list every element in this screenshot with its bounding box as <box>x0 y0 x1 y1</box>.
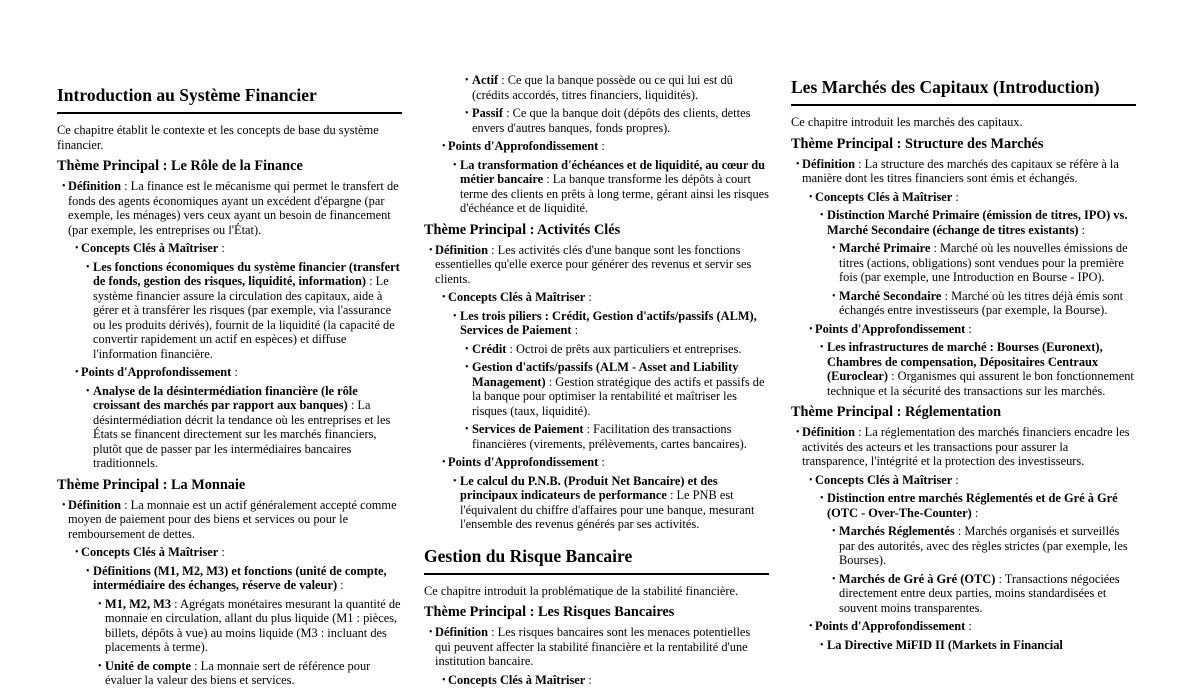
bullet-icon: • <box>832 290 836 305</box>
item-term: Distinction entre marchés Réglementés et de Gré à Gré (OTC - Over-The-Counter) <box>827 491 1118 520</box>
item-term: Définition <box>802 425 855 439</box>
item-text: : <box>218 241 225 255</box>
outline-item <box>791 572 1136 616</box>
bullet-icon: • <box>820 492 824 507</box>
outline-item <box>57 545 402 560</box>
outline-item <box>57 260 402 362</box>
bullet-icon: • <box>75 366 79 381</box>
bullet-icon: • <box>832 573 836 588</box>
outline-item <box>424 290 769 305</box>
item-term: Gestion d'actifs/passifs (ALM - Asset and Liability Management) <box>472 360 738 389</box>
bullet-icon: • <box>796 158 800 173</box>
bullet-icon: • <box>796 426 800 441</box>
item-term: Crédit <box>472 342 506 356</box>
item-text: : La monnaie sert de référence pour évaluer la valeur des biens et services. <box>105 659 370 688</box>
item-text: : Le PNB est l'équivalent du chiffre d'affaires pour une banque, mesurant l'ensemble des revenus générés par ses activités. <box>460 488 754 531</box>
item-text: : <box>231 365 238 379</box>
item-term: Définition <box>435 243 488 257</box>
item-term: Concepts Clés à Maîtriser <box>81 241 218 255</box>
item-term: Définition <box>435 625 488 639</box>
bullet-icon: • <box>62 499 66 514</box>
chapter-intro: Ce chapitre établit le contexte et les concepts de base du système financier. <box>57 123 402 152</box>
item-term: Points d'Approfondissement <box>448 455 598 469</box>
item-text: : Marchés organisés et surveillés par des autorités, avec des règles strictes (par exemple, les Bourses). <box>839 524 1128 567</box>
item-term: Marché Primaire <box>839 241 930 255</box>
outline-item <box>791 190 1136 205</box>
bullet-icon: • <box>820 209 824 224</box>
item-text: : La désintermédiation décrit la tendance où les entreprises et les États se financent directement sur les marchés financiers, plutôt que de passer par les intermédiaires bancaires traditionnels. <box>93 398 390 470</box>
bullet-icon: • <box>429 244 433 259</box>
bullet-icon: • <box>809 191 813 206</box>
outline-item <box>424 673 769 688</box>
bullet-icon: • <box>820 341 824 356</box>
outline-item <box>791 241 1136 285</box>
bullet-icon: • <box>465 423 469 438</box>
item-term: Définitions (M1, M2, M3) et fonctions (unité de compte, intermédiaire des échanges, réserve de valeur) <box>93 564 387 593</box>
item-term: Points d'Approfondissement <box>448 139 598 153</box>
outline-item <box>424 360 769 418</box>
bullet-icon: • <box>453 310 457 325</box>
item-term: Passif <box>472 106 503 120</box>
chapter-title: Introduction au Système Financier <box>57 85 402 114</box>
outline-item <box>424 139 769 154</box>
item-term: Points d'Approfondissement <box>815 619 965 633</box>
item-term: Concepts Clés à Maîtriser <box>815 473 952 487</box>
bullet-icon: • <box>820 639 824 654</box>
item-text: : La structure des marchés des capitaux se réfère à la manière dont les titres financiers sont émis et échangés. <box>802 157 1119 186</box>
item-text: : Ce que la banque possède ou ce qui lui est dû (crédits accordés, titres financiers, liquidités). <box>472 73 733 102</box>
item-text: : Les activités clés d'une banque sont les fonctions essentielles qu'elle exerce pour générer des revenus et servir ses clients. <box>435 243 751 286</box>
item-text: : Transactions négociées directement entre deux parties, moins standardisées et souvent moins transparentes. <box>839 572 1120 615</box>
bullet-icon: • <box>832 525 836 540</box>
item-term: Marchés Réglementés <box>839 524 955 538</box>
bullet-icon: • <box>809 474 813 489</box>
bullet-icon: • <box>86 565 90 580</box>
outline-item <box>791 322 1136 337</box>
outline-item <box>424 158 769 216</box>
outline-item <box>57 384 402 471</box>
outline-item <box>424 625 769 669</box>
item-text: : Marché où les nouvelles émissions de titres (actions, obligations) sont vendues pour la première fois (par exemple, une Introduction en Bourse - IPO). <box>839 241 1128 284</box>
bullet-icon: • <box>75 242 79 257</box>
bullet-icon: • <box>86 385 90 400</box>
bullet-icon: • <box>86 261 90 276</box>
item-term: Définition <box>68 179 121 193</box>
outline-item <box>424 243 769 287</box>
bullet-icon: • <box>809 620 813 635</box>
item-term: Les fonctions économiques du système financier (transfert de fonds, gestion des risques, liquidité, information) <box>93 260 400 289</box>
outline-item <box>791 524 1136 568</box>
theme-heading: Thème Principal : Activités Clés <box>424 222 769 239</box>
bullet-icon: • <box>809 323 813 338</box>
item-term: Marché Secondaire <box>839 289 941 303</box>
outline-item <box>424 106 769 135</box>
bullet-icon: • <box>453 475 457 490</box>
item-term: La transformation d'échéances et de liquidité, au cœur du métier bancaire <box>460 158 765 187</box>
bullet-icon: • <box>465 343 469 358</box>
item-term: Définition <box>802 157 855 171</box>
outline-item <box>57 564 402 593</box>
bullet-icon: • <box>442 456 446 471</box>
item-text: : <box>965 619 972 633</box>
item-text: : Octroi de prêts aux particuliers et entreprises. <box>506 342 741 356</box>
item-term: Analyse de la désintermédiation financière (le rôle croissant des marchés par rapport aux banques) <box>93 384 358 413</box>
outline-item <box>424 422 769 451</box>
item-term: Concepts Clés à Maîtriser <box>815 190 952 204</box>
outline-item <box>791 638 1136 653</box>
outline-item <box>791 425 1136 469</box>
item-term: Points d'Approfondissement <box>815 322 965 336</box>
item-text: : <box>585 673 592 687</box>
outline-item <box>791 473 1136 488</box>
column <box>57 0 402 626</box>
item-text: : Les risques bancaires sont les menaces potentielles qui peuvent affecter la stabilité financière et la rentabilité d'une institution bancaire. <box>435 625 750 668</box>
theme-heading: Thème Principal : Réglementation <box>791 404 1136 421</box>
item-text: : La finance est le mécanisme qui permet le transfert de fonds des agents économiques ayant un excédent d'épargne (par exemple, les ménages) vers ceux ayant un besoin de financement (par exemple, les entreprises ou l'État). <box>68 179 399 237</box>
item-term: Les trois piliers : Crédit, Gestion d'actifs/passifs (ALM), Services de Paiement <box>460 309 757 338</box>
bullet-icon: • <box>442 140 446 155</box>
chapter-intro: Ce chapitre introduit la problématique de la stabilité financière. <box>424 584 769 599</box>
bullet-icon: • <box>98 598 102 613</box>
bullet-icon: • <box>453 159 457 174</box>
item-term: Le calcul du P.N.B. (Produit Net Bancaire) et des principaux indicateurs de performance <box>460 474 718 503</box>
item-term: La Directive MiFID II (Markets in Financial <box>827 638 1063 652</box>
outline-item <box>424 309 769 338</box>
item-text: : La réglementation des marchés financiers encadre les activités des acteurs et les transactions pour assurer la transparence, l'intégrité et la protection des investisseurs. <box>802 425 1130 468</box>
item-term: Définition <box>68 498 121 512</box>
item-term: Concepts Clés à Maîtriser <box>81 545 218 559</box>
item-term: Concepts Clés à Maîtriser <box>448 673 585 687</box>
item-term: M1, M2, M3 <box>105 597 171 611</box>
item-term: Concepts Clés à Maîtriser <box>448 290 585 304</box>
outline-item <box>57 241 402 256</box>
outline-item <box>791 157 1136 186</box>
item-text: : <box>972 506 979 520</box>
item-term: Actif <box>472 73 498 87</box>
bullet-icon: • <box>429 626 433 641</box>
bullet-icon: • <box>442 291 446 306</box>
bullet-icon: • <box>465 74 469 89</box>
column <box>791 0 1136 626</box>
outline-item <box>791 289 1136 318</box>
outline-item <box>791 208 1136 237</box>
bullet-icon: • <box>62 180 66 195</box>
item-text: : Organismes qui assurent le bon fonctionnement technique et la sécurité des transactions sur les marchés. <box>827 369 1134 398</box>
outline-item <box>791 340 1136 398</box>
item-text: : Facilitation des transactions financières (virements, prélèvements, cartes bancaires). <box>472 422 747 451</box>
item-text: : La monnaie est un actif généralement accepté comme moyen de paiement pour des biens et services ou pour le remboursement de dettes. <box>68 498 397 541</box>
bullet-icon: • <box>465 107 469 122</box>
item-text: : Marché où les titres déjà émis sont échangés entre investisseurs (par exemple, la Bourse). <box>839 289 1123 318</box>
item-text: : <box>952 190 959 204</box>
outline-item <box>57 659 402 688</box>
item-term: Marchés de Gré à Gré (OTC) <box>839 572 995 586</box>
item-term: Services de Paiement <box>472 422 583 436</box>
outline-item <box>424 455 769 470</box>
bullet-icon: • <box>832 242 836 257</box>
column <box>424 0 769 626</box>
bullet-icon: • <box>442 674 446 688</box>
bullet-icon: • <box>98 660 102 675</box>
outline-item <box>791 491 1136 520</box>
document-page <box>57 0 1135 626</box>
item-text: : Ce que la banque doit (dépôts des clients, dettes envers d'autres banques, fonds propres). <box>472 106 750 135</box>
outline-item <box>791 619 1136 634</box>
item-text: : Le système financier assure la circulation des capitaux, aide à gérer et à transférer les risques (par exemple, via l'assurance ou les produits dérivés), fournit de la liquidité (la capacité de convertir rapidement un actif en espèces) et diffuse l'information financière. <box>93 274 395 361</box>
outline-item <box>57 498 402 542</box>
item-term: Les infrastructures de marché : Bourses (Euronext), Chambres de compensation, Dépositaires Centraux (Euroclear) <box>827 340 1103 383</box>
bullet-icon: • <box>465 361 469 376</box>
theme-heading: Thème Principal : Le Rôle de la Finance <box>57 158 402 175</box>
item-term: Points d'Approfondissement <box>81 365 231 379</box>
chapter-title: Gestion du Risque Bancaire <box>424 546 769 575</box>
chapter-title: Les Marchés des Capitaux (Introduction) <box>791 77 1136 106</box>
outline-item <box>424 474 769 532</box>
item-text: : <box>585 290 592 304</box>
item-text: : Gestion stratégique des actifs et passifs de la banque pour optimiser la rentabilité et maîtriser les risques (taux, liquidité). <box>472 375 765 418</box>
bullet-icon: • <box>75 546 79 561</box>
outline-item <box>424 73 769 102</box>
item-text: : <box>598 455 605 469</box>
item-text: : <box>952 473 959 487</box>
outline-item <box>57 365 402 380</box>
theme-heading: Thème Principal : La Monnaie <box>57 477 402 494</box>
outline-item <box>57 179 402 237</box>
item-text: : <box>571 323 578 337</box>
item-term: Unité de compte <box>105 659 191 673</box>
item-text: : Agrégats monétaires mesurant la quantité de monnaie en circulation, allant du plus liquide (M1 : pièces, billets, dépôts à vue) au moins liquide (M3 : incluant des placements à terme). <box>105 597 401 655</box>
theme-heading: Thème Principal : Structure des Marchés <box>791 136 1136 153</box>
item-text: : <box>1079 223 1086 237</box>
item-text: : La banque transforme les dépôts à court terme des clients en prêts à long terme, gérant ainsi les risques d'échéance et de liquidité. <box>460 172 769 215</box>
item-text: : <box>965 322 972 336</box>
theme-heading: Thème Principal : Les Risques Bancaires <box>424 604 769 621</box>
item-term: Distinction Marché Primaire (émission de titres, IPO) vs. Marché Secondaire (échange de titres existants) <box>827 208 1127 237</box>
item-text: : <box>218 545 225 559</box>
outline-item <box>424 342 769 357</box>
chapter-intro: Ce chapitre introduit les marchés des capitaux. <box>791 115 1136 130</box>
item-text: : <box>598 139 605 153</box>
item-text: : <box>337 578 344 592</box>
